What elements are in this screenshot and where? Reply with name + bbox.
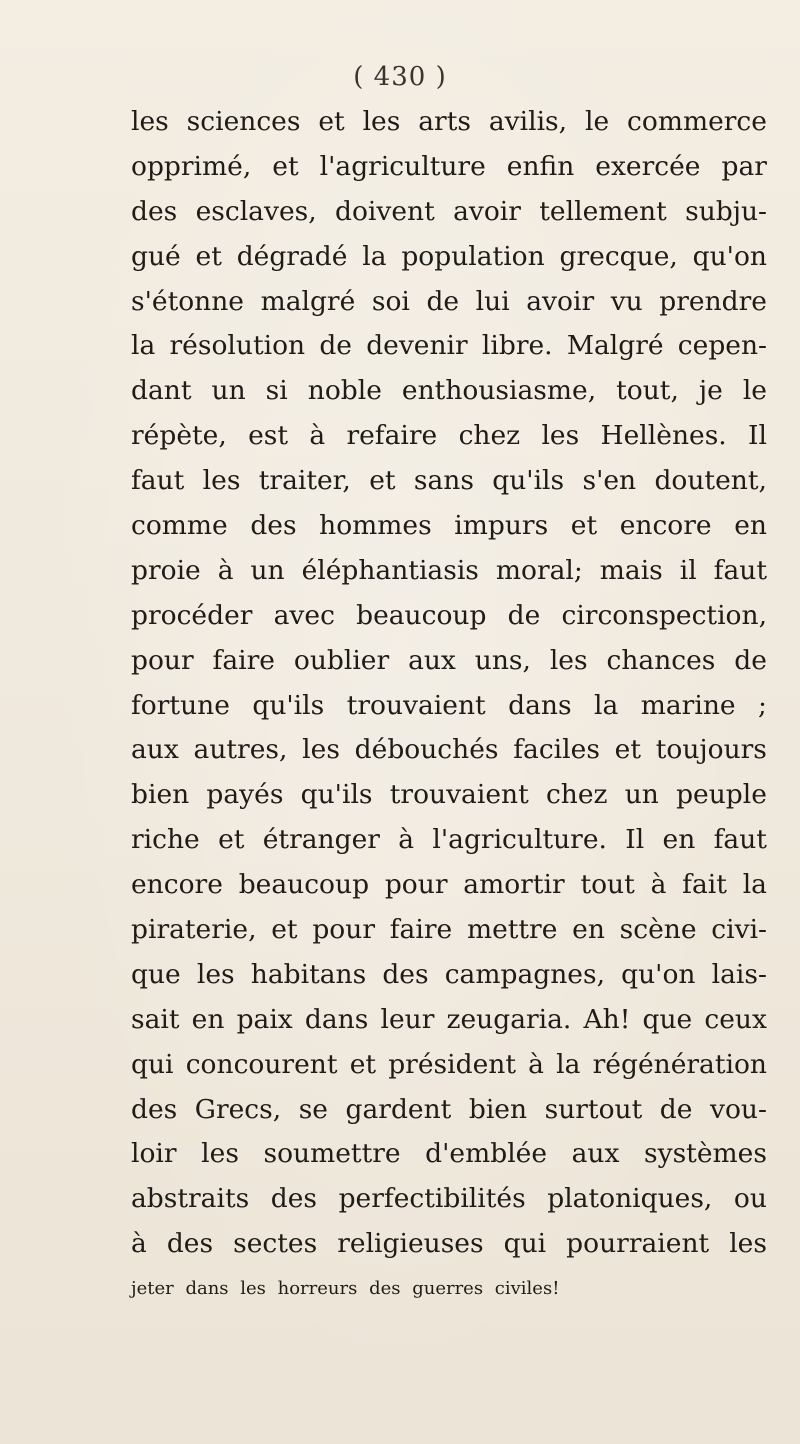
text-line: bien payés qu'ils trouvaient chez un peuple [131, 779, 767, 811]
text-line: comme des hommes impurs et encore en [131, 510, 767, 542]
text-line: piraterie, et pour faire mettre en scène civi- [131, 914, 767, 946]
text-line: faut les traiter, et sans qu'ils s'en doutent, [131, 465, 767, 497]
text-line: procéder avec beaucoup de circonspection, [131, 599, 767, 631]
text-line: des esclaves, doivent avoir tellement subju- [131, 195, 767, 227]
text-line: riche et étranger à l'agriculture. Il en faut [131, 824, 767, 856]
text-line: sait en paix dans leur zeugaria. Ah! que ceux [131, 1003, 767, 1035]
text-line: abstraits des perfectibilités platoniques, ou [131, 1183, 767, 1215]
text-line: les sciences et les arts avilis, le commerce [131, 106, 767, 137]
text-line: proie à un éléphantiasis moral; mais il faut [131, 554, 767, 586]
text-line: pour faire oublier aux uns, les chances de [131, 644, 767, 676]
text-line: loir les soumettre d'emblée aux systèmes [131, 1138, 767, 1170]
text-line: la résolution de devenir libre. Malgré cepen- [131, 330, 767, 362]
page-number: ( 430 ) [353, 62, 447, 92]
text-line: encore beaucoup pour amortir tout à fait la [131, 869, 767, 901]
text-line: des Grecs, se gardent bien surtout de vou- [131, 1093, 767, 1125]
text-line: s'étonne malgré soi de lui avoir vu prendre [131, 285, 767, 317]
text-line: dant un si noble enthousiasme, tout, je le [131, 375, 767, 407]
text-line: aux autres, les débouchés faciles et toujours [131, 734, 767, 766]
text-line: fortune qu'ils trouvaient dans la marine ; [131, 689, 767, 721]
text-line: gué et dégradé la population grecque, qu'on [131, 240, 767, 272]
text-line: qui concourent et président à la régénération [131, 1048, 767, 1080]
text-line: opprimé, et l'agriculture enfin exercée par [131, 150, 767, 182]
text-line: que les habitans des campagnes, qu'on lais- [131, 958, 767, 990]
text-line: répète, est à refaire chez les Hellènes. Il [131, 420, 767, 452]
text-line: jeter dans les horreurs des guerres civiles! [131, 1278, 560, 1300]
body-text [131, 100, 767, 1312]
text-line: à des sectes religieuses qui pourraient les [131, 1228, 767, 1260]
